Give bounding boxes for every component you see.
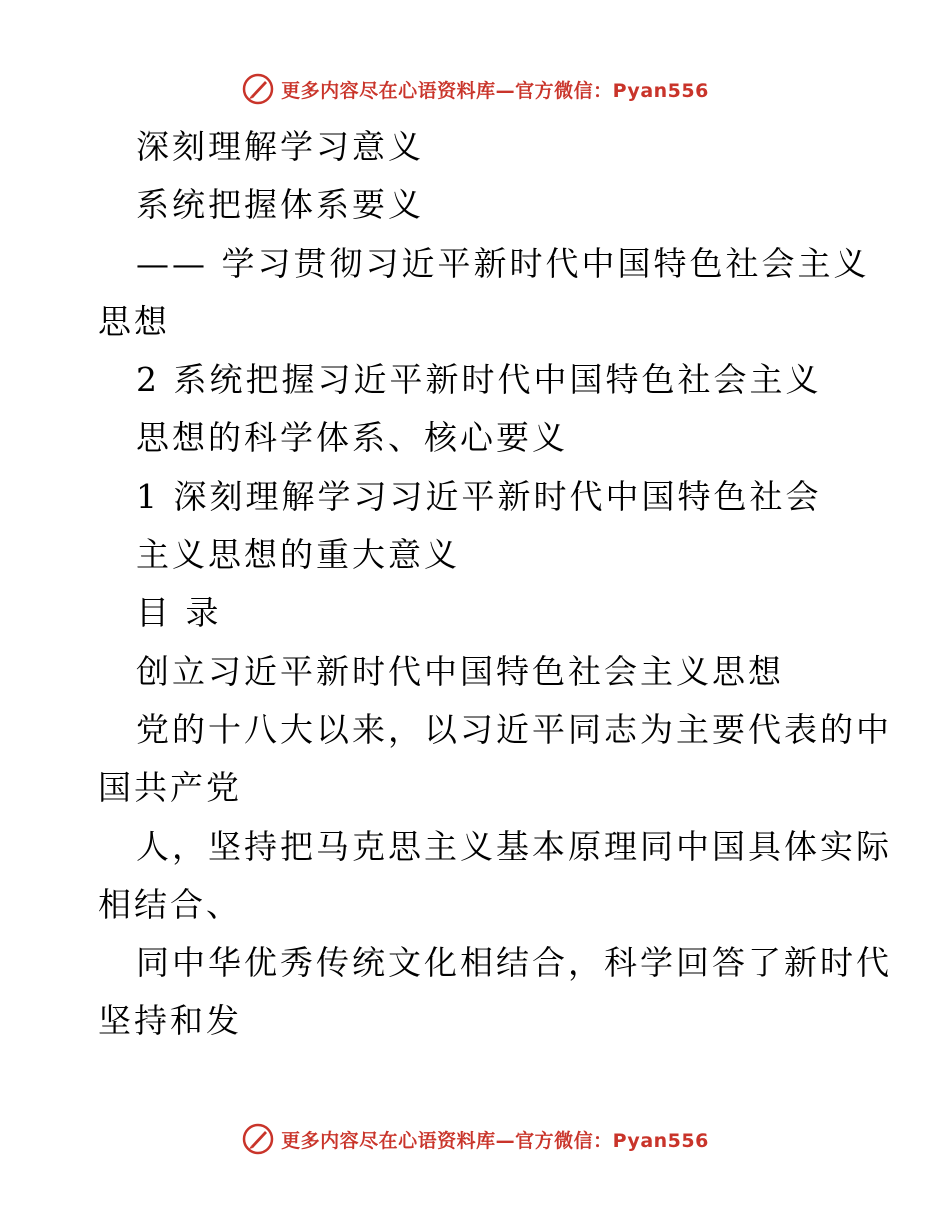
watermark-text: 更多内容尽在心语资料库—官方微信：Pyan556 [281, 1129, 709, 1152]
text-line: 坚持和发 [98, 1001, 242, 1041]
page-header-watermark [0, 72, 950, 106]
text-line: 1 深刻理解学习习近平新时代中国特色社会 [136, 476, 822, 516]
text-line: 系统把握体系要义 [136, 185, 424, 225]
text-line: 创立习近平新时代中国特色社会主义思想 [136, 651, 784, 691]
brand-logo-icon [241, 1122, 275, 1156]
watermark-text: 更多内容尽在心语资料库—官方微信：Pyan556 [281, 79, 709, 102]
document-body [98, 118, 892, 1051]
page-footer-watermark [0, 1122, 950, 1156]
text-line: 主义思想的重大意义 [136, 535, 460, 575]
text-line: 国共产党 [98, 768, 242, 808]
toc-heading: 目 录 [136, 593, 222, 633]
text-line: 深刻理解学习意义 [136, 127, 424, 166]
text-line: 同中华优秀传统文化相结合，科学回答了新时代 [136, 943, 892, 983]
text-line: —— 学习贯彻习近平新时代中国特色社会主义 [136, 243, 870, 283]
text-line: 人，坚持把马克思主义基本原理同中国具体实际 [136, 826, 892, 866]
text-line: 思想的科学体系、核心要义 [136, 418, 568, 458]
brand-logo-icon [241, 72, 275, 106]
text-line: 相结合、 [98, 884, 242, 924]
text-line: 2 系统把握习近平新时代中国特色社会主义 [136, 360, 822, 400]
text-line: 思想 [98, 301, 170, 341]
text-line: 党的十八大以来，以习近平同志为主要代表的中 [136, 709, 892, 749]
